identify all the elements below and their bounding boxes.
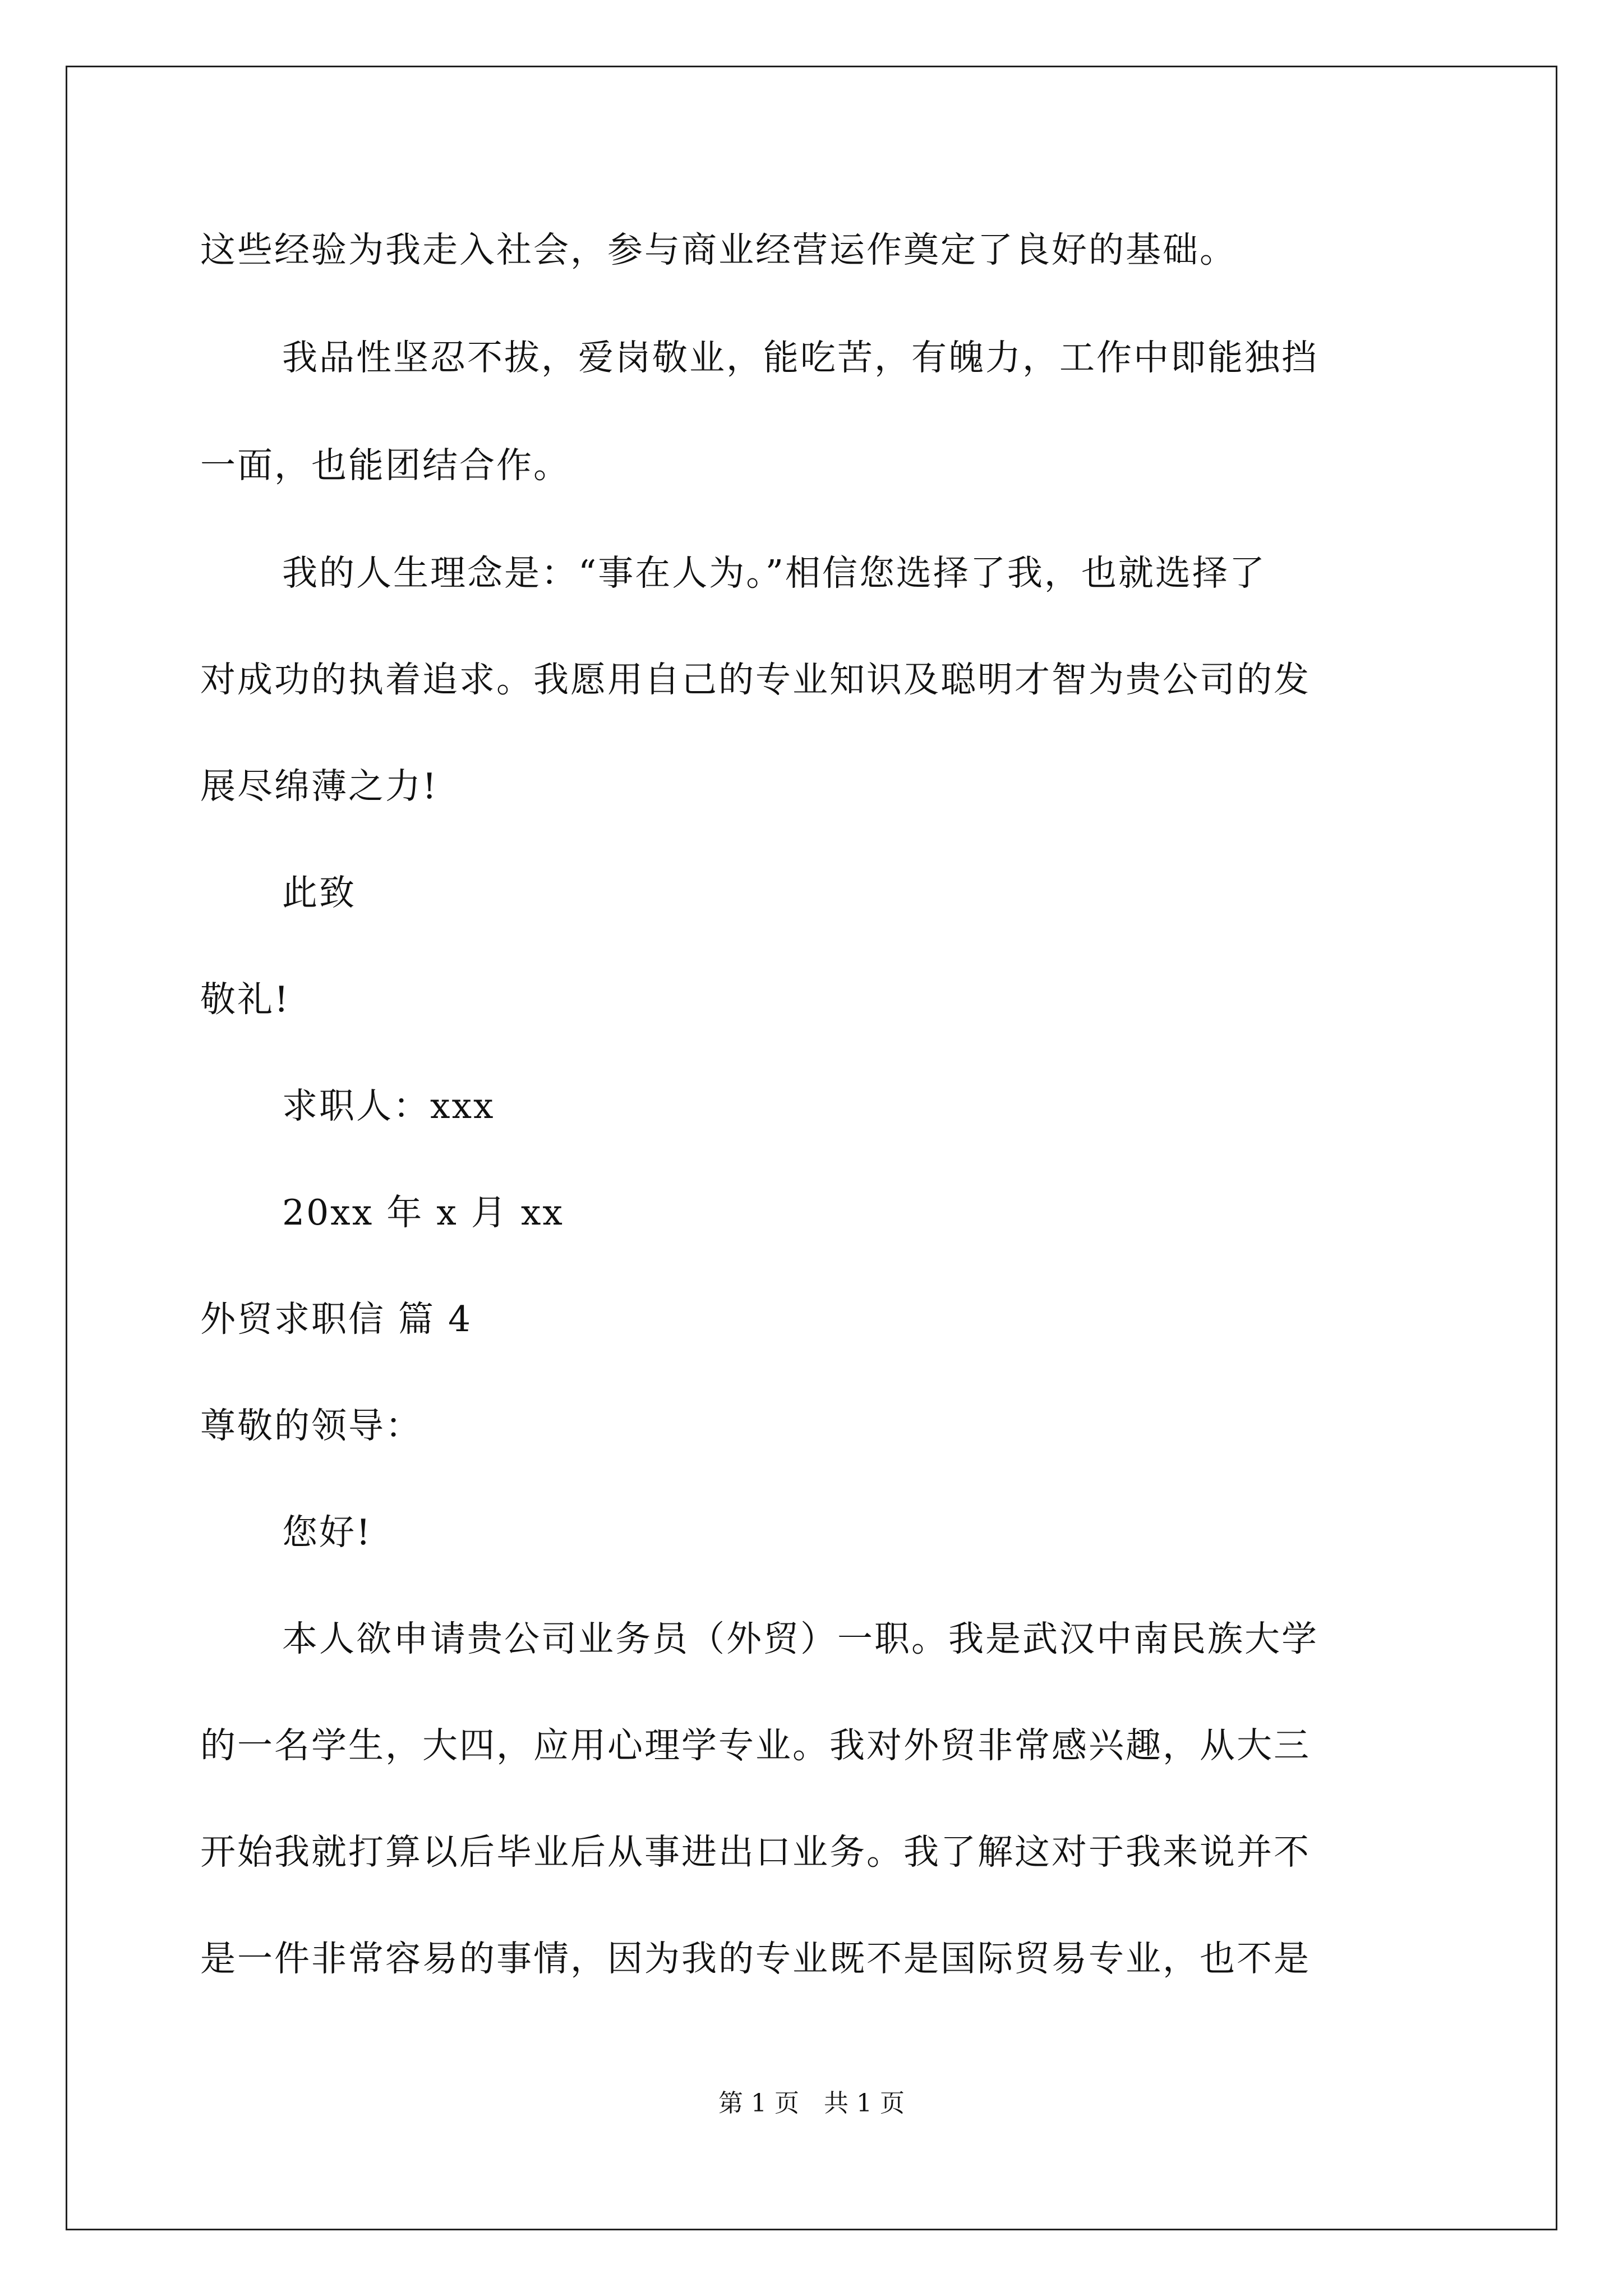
closing-salutation: 此致: [282, 872, 356, 913]
paragraph-line: 我的人生理念是：“事在人为。”相信您选择了我，也就选择了: [282, 553, 1266, 593]
section-heading: 外贸求职信 篇 4: [200, 1299, 473, 1340]
paragraph-line: 本人欲申请贵公司业务员（外贸）一职。我是武汉中南民族大学: [282, 1618, 1318, 1659]
paragraph-line: 展尽绵薄之力!: [200, 766, 439, 807]
page-total: 共 1 页: [824, 2089, 905, 2118]
paragraph-line: 对成功的执着追求。我愿用自己的专业知识及聪明才智为贵公司的发: [200, 659, 1311, 700]
signature-applicant: 求职人：xxx: [282, 1085, 495, 1126]
paragraph-line: 的一名学生，大四，应用心理学专业。我对外贸非常感兴趣，从大三: [200, 1725, 1311, 1766]
signature-date: 20xx 年 x 月 xx: [282, 1192, 564, 1233]
page-number: 第 1 页: [718, 2089, 799, 2118]
page-border: [66, 66, 1557, 2230]
paragraph-line: 一面，也能团结合作。: [200, 445, 570, 486]
paragraph-line: 我品性坚忍不拔，爱岗敬业，能吃苦，有魄力，工作中即能独挡: [282, 337, 1318, 378]
letter-salutation: 尊敬的领导：: [200, 1405, 422, 1446]
letter-greeting: 您好!: [282, 1512, 372, 1553]
paragraph-line: 是一件非常容易的事情，因为我的专业既不是国际贸易专业，也不是: [200, 1938, 1311, 1979]
paragraph-line: 这些经验为我走入社会，参与商业经营运作奠定了良好的基础。: [200, 229, 1237, 270]
page-footer: [0, 2088, 1623, 2119]
paragraph-line: 开始我就打算以后毕业后从事进出口业务。我了解这对于我来说并不: [200, 1832, 1311, 1872]
closing-respect: 敬礼!: [200, 979, 291, 1020]
